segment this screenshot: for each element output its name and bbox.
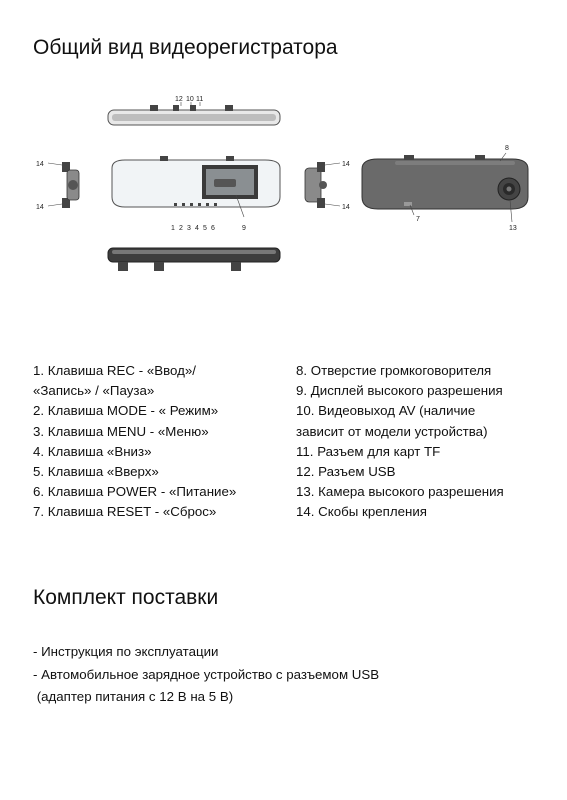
list-item: 7. Клавиша RESET - «Сброс» — [33, 504, 217, 520]
callout-9: 9 — [242, 225, 246, 232]
callout-14-right-bottom: 14 — [342, 204, 350, 211]
parts-list-left — [33, 361, 278, 523]
list-item: 5. Клавиша «Вверх» — [33, 464, 159, 480]
callout-11: 11 — [196, 96, 204, 103]
callout-14-left-top: 14 — [36, 161, 44, 168]
list-item: 14. Скобы крепления — [296, 504, 427, 520]
callout-10: 10 — [186, 96, 194, 103]
list-item: 2. Клавиша MODE - « Режим» — [33, 403, 219, 419]
kit-title: Комплект поставки — [33, 586, 219, 609]
rear-view-figure — [362, 145, 528, 232]
list-item: 1. Клавиша REC - «Ввод»/ — [33, 363, 196, 378]
list-item: 10. Видеовыход AV (наличие — [296, 403, 476, 419]
list-item: зависит от модели устройства) — [296, 423, 488, 439]
list-item: - Автомобильное зарядное устройство с разъемом USB — [33, 666, 380, 682]
callout-12: 12 — [175, 96, 183, 103]
list-item: «Запись» / «Пауза» — [33, 383, 155, 399]
right-side-view-figure — [305, 161, 350, 211]
kit-list — [33, 641, 379, 709]
list-item: 11. Разъем для карт TF — [296, 443, 441, 459]
parts-list-right — [296, 361, 561, 523]
list-item: 4. Клавиша «Вниз» — [33, 443, 152, 459]
callout-3: 3 — [187, 225, 191, 232]
page-title: Общий вид видеорегистратора — [33, 36, 338, 59]
list-item: 12. Разъем USB — [296, 464, 396, 480]
list-item: 13. Камера высокого разрешения — [296, 484, 504, 500]
left-side-view-figure — [36, 161, 79, 211]
list-item: - Инструкция по эксплуатации — [33, 644, 219, 659]
callout-7: 7 — [416, 216, 420, 223]
list-item: 6. Клавиша POWER - «Питание» — [33, 484, 237, 500]
callout-1: 1 — [171, 225, 175, 232]
callout-5: 5 — [203, 225, 207, 232]
top-view-figure — [108, 96, 280, 125]
list-item: 8. Отверстие громкоговорителя — [296, 363, 492, 378]
list-item: (адаптер питания с 12 В на 5 В) — [33, 689, 234, 704]
callout-14-right-top: 14 — [342, 161, 350, 168]
callout-14-left-bottom: 14 — [36, 204, 44, 211]
bottom-view-figure — [108, 248, 280, 271]
callout-13: 13 — [509, 225, 517, 232]
callout-6: 6 — [211, 225, 215, 232]
list-item: 3. Клавиша MENU - «Меню» — [33, 423, 209, 439]
callout-8: 8 — [505, 145, 509, 152]
callout-2: 2 — [179, 225, 183, 232]
front-view-figure — [112, 156, 280, 232]
callout-4: 4 — [195, 225, 199, 232]
device-diagram — [0, 85, 567, 285]
list-item: 9. Дисплей высокого разрешения — [296, 383, 503, 399]
